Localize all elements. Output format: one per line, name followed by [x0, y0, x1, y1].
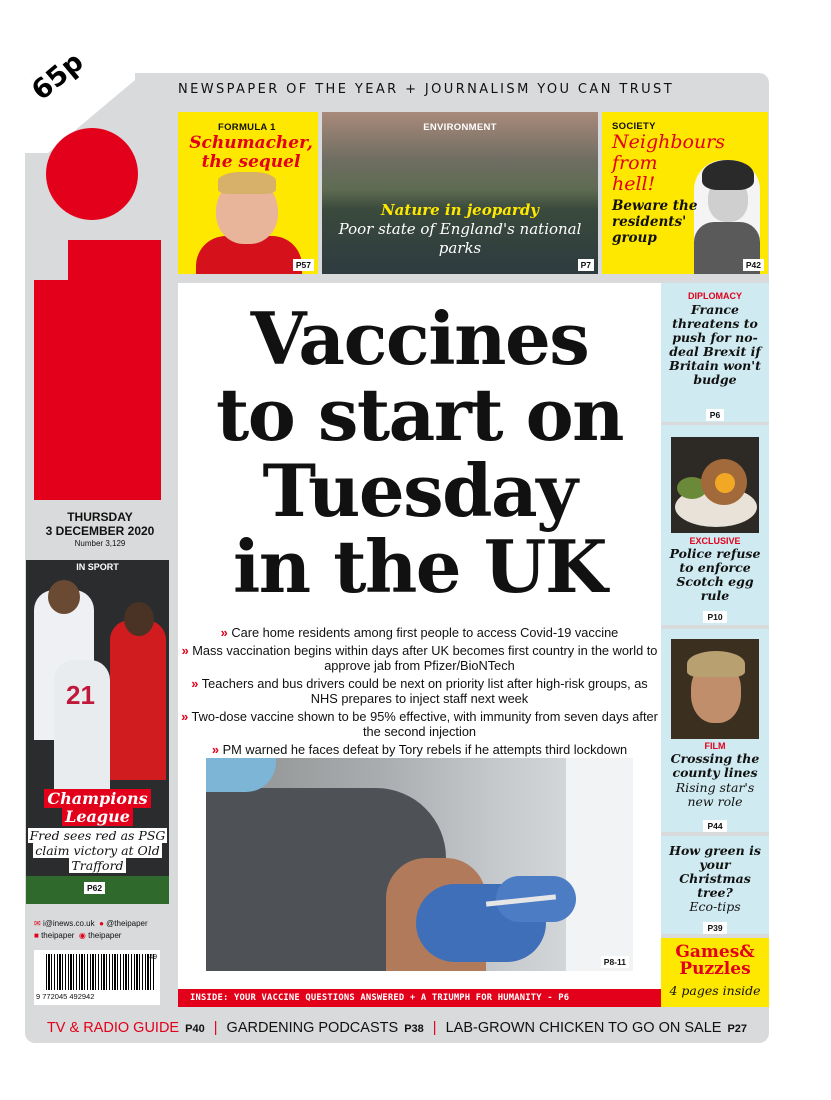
- teaser-subtitle: Beware the residents' group: [612, 198, 698, 246]
- page-ref: P44: [661, 814, 769, 833]
- bullet-arrow-icon: »: [211, 742, 220, 757]
- sport-teaser[interactable]: [26, 560, 169, 904]
- bullet-arrow-icon: »: [220, 625, 228, 640]
- teaser-games-puzzles[interactable]: [661, 938, 769, 1007]
- teaser-kicker: DIPLOMACY: [688, 291, 742, 301]
- teaser-subtitle: Eco-tips: [689, 899, 741, 914]
- cover-price: 65p: [26, 46, 90, 107]
- teaser-headline: Police refuse to enforce Scotch egg rule: [669, 546, 761, 603]
- teaser-kicker: FORMULA 1: [218, 122, 276, 133]
- bullet-arrow-icon: »: [181, 709, 189, 724]
- bullet-arrow-icon: »: [181, 643, 189, 658]
- page-ref: P62: [84, 882, 105, 894]
- teaser-headline: Crossing the county lines: [670, 751, 760, 780]
- bullet-arrow-icon: »: [191, 676, 199, 691]
- email-link[interactable]: i@inews.co.uk: [42, 919, 95, 928]
- teaser-headline: France threatens to push for no-deal Brexit if Britain won't budge: [669, 302, 761, 387]
- teaser-kicker: ENVIRONMENT: [423, 122, 497, 133]
- facebook-link[interactable]: theipaper: [41, 931, 75, 940]
- twitter-icon: ●: [99, 919, 104, 928]
- barcode: [34, 950, 160, 1005]
- tagline: NEWSPAPER OF THE YEAR + JOURNALISM YOU CAN TRUST: [178, 82, 675, 97]
- page-ref: P10: [661, 605, 769, 624]
- logo-i-stem: [34, 240, 161, 500]
- teaser-environment[interactable]: [322, 112, 598, 274]
- teaser-exclusive[interactable]: [661, 425, 769, 625]
- scotch-egg-photo: [671, 437, 759, 533]
- teaser-kicker: EXCLUSIVE: [689, 536, 741, 546]
- vaccination-photo: [206, 758, 633, 971]
- barcode-bars: [46, 954, 154, 990]
- sport-kicker: IN SPORT: [76, 562, 119, 572]
- teaser-headline: How green is your Christmas tree?: [669, 843, 761, 900]
- barcode-issue: 49: [149, 954, 157, 961]
- lead-story[interactable]: [178, 283, 661, 1007]
- day: THURSDAY: [67, 510, 133, 524]
- page-ref: P39: [661, 916, 769, 935]
- facebook-icon: ■: [34, 931, 39, 940]
- sport-title: Champions League: [26, 790, 169, 826]
- bullet-item: » Care home residents among first people to access Covid-19 vaccine: [220, 625, 619, 640]
- teaser-title: Neighbours from hell!: [612, 131, 726, 195]
- bullet-item: » PM warned he faces defeat by Tory rebels if he attempts third lockdown: [211, 742, 628, 757]
- separator: |: [432, 1020, 437, 1036]
- email-icon: ✉: [34, 919, 41, 928]
- games-puzzles-subtitle: 4 pages inside: [669, 983, 761, 998]
- teaser-title: Schumacher, the sequel: [189, 133, 313, 172]
- footer-item-tv-radio[interactable]: TV & RADIO GUIDE P40: [46, 1020, 205, 1036]
- bullet-item: » Mass vaccination begins within days after UK becomes first country in the world to approve jab from Pfizer/BioNTech: [181, 643, 658, 673]
- player-photo: [54, 660, 110, 800]
- logo-dot: [46, 128, 138, 220]
- teaser-kicker: FILM: [704, 741, 726, 751]
- teaser-diplomacy[interactable]: [661, 283, 769, 422]
- page-ref: P57: [293, 259, 314, 271]
- contact-details: [34, 918, 164, 942]
- date: 3 DECEMBER 2020: [45, 524, 155, 538]
- page-ref: P7: [578, 259, 594, 271]
- teaser-formula1[interactable]: [178, 112, 318, 274]
- lead-headline: Vaccines to start on Tuesday in the UK: [216, 296, 623, 609]
- dateline: [34, 510, 166, 548]
- lead-bullets: [178, 625, 661, 760]
- separator: |: [213, 1020, 218, 1036]
- teaser-film[interactable]: [661, 629, 769, 832]
- instagram-link[interactable]: theipaper: [88, 931, 122, 940]
- page-ref: P42: [743, 259, 764, 271]
- bullet-item: » Two-dose vaccine shown to be 95% effective, with immunity from seven days after the second injection: [181, 709, 658, 739]
- games-puzzles-title: Games& Puzzles: [675, 942, 755, 979]
- footer-item-gardening[interactable]: GARDENING PODCASTS P38: [226, 1020, 424, 1036]
- sport-subtitle: Fred sees red as PSG claim victory at Old Trafford: [29, 828, 166, 873]
- teaser-subtitle: Poor state of England's national parks: [338, 220, 582, 257]
- actor-photo: [671, 639, 759, 739]
- inside-bar[interactable]: INSIDE: YOUR VACCINE QUESTIONS ANSWERED + A TRIUMPH FOR HUMANITY - P6: [178, 989, 661, 1007]
- page-ref: P6: [661, 403, 769, 422]
- page-ref: P8-11: [601, 956, 629, 968]
- teaser-subtitle: Rising star's new role: [675, 780, 755, 809]
- teaser-christmas-tree[interactable]: [661, 836, 769, 934]
- issue-number: Number 3,129: [74, 539, 126, 548]
- shirt-number: 21: [66, 680, 95, 710]
- instagram-icon: ◉: [78, 931, 86, 940]
- barcode-digits: 9 772045 492942: [36, 992, 95, 1001]
- teaser-kicker: SOCIETY: [612, 121, 656, 132]
- bullet-item: » Teachers and bus drivers could be next on priority list after high-risk groups, as NHS prepares to inject staff next week: [191, 676, 648, 706]
- teaser-title: Nature in jeopardy: [380, 201, 540, 219]
- footer-item-lab-chicken[interactable]: LAB-GROWN CHICKEN TO GO ON SALE P27: [445, 1020, 748, 1036]
- footer-strip: [25, 1014, 769, 1043]
- twitter-link[interactable]: @theipaper: [106, 919, 148, 928]
- teaser-society[interactable]: [602, 112, 768, 274]
